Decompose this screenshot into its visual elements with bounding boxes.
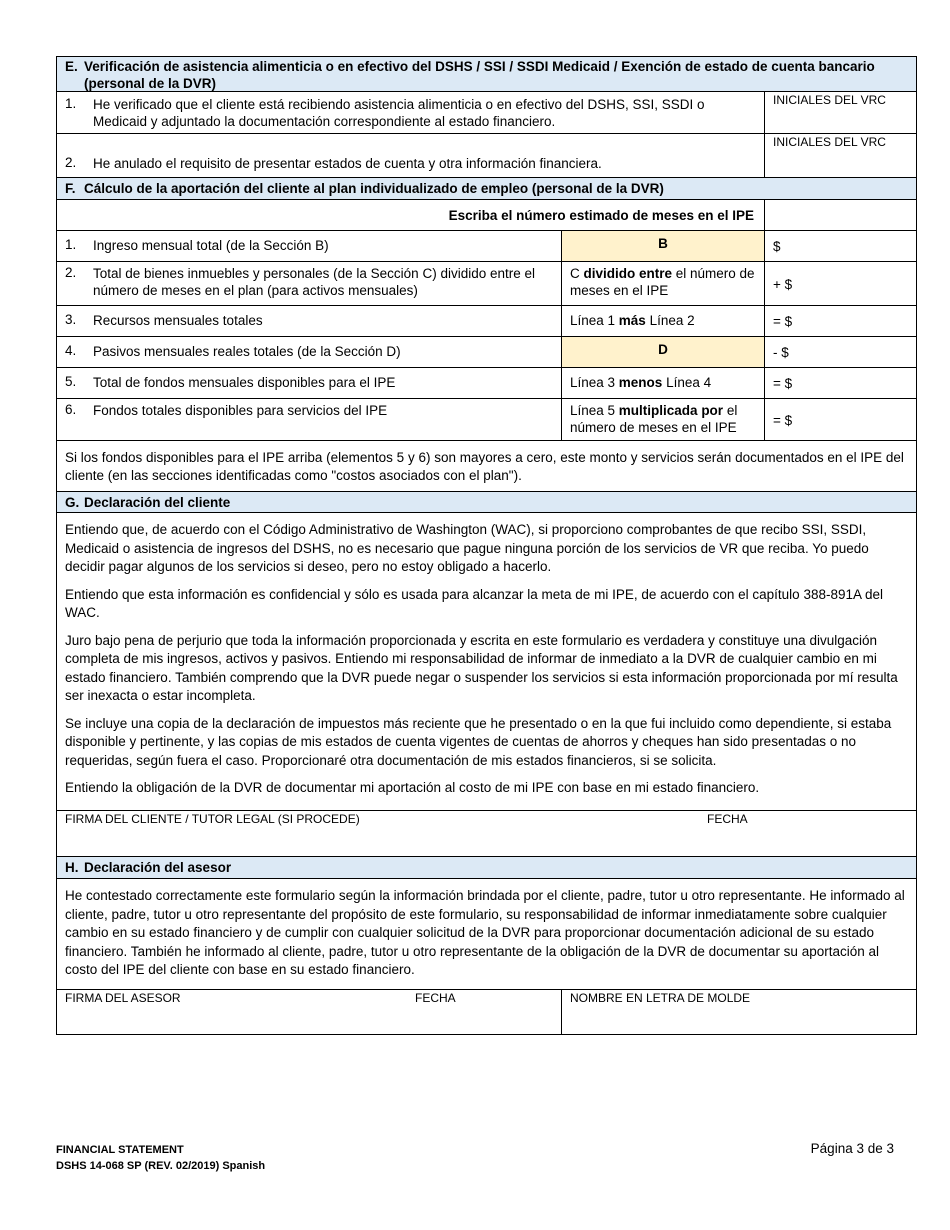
counselor-signature-row xyxy=(56,990,917,1035)
client-declaration-paragraph: Se incluye una copia de la declaración de impuestos más reciente que he presentado o en la que fui incluido como dependiente, si estaba disponible y pertinente, y las copias de mis estados de cuenta vigentes de cuentas de ahorros y cheques han sido presentadas o no requeridas, según fuera el caso. Proporcionaré otra documentación de mis estados financieros, si se solicita. xyxy=(65,715,892,768)
section-e-item-2-text: He anulado el requisito de presentar estados de cuenta y otra información financiera. xyxy=(93,156,602,171)
section-f-letter: F. xyxy=(65,181,76,196)
calculation-row xyxy=(56,399,917,441)
client-declaration-paragraph: Entiendo que esta información es confidencial y sólo es usada para alcanzar la meta de mi IPE, de acuerdo con el capítulo 388-891A del WAC. xyxy=(65,586,884,620)
instruction-operator: multiplicada por xyxy=(618,403,724,418)
instruction-part: Línea 4 xyxy=(662,375,712,390)
section-h-header xyxy=(56,857,917,879)
amount-prefix: = $ xyxy=(773,376,793,391)
client-signature-row xyxy=(56,811,917,857)
section-e-letter: E. xyxy=(65,59,78,74)
item-number: 4. xyxy=(65,343,77,358)
amount-prefix: - $ xyxy=(773,345,789,360)
vrc-initials-field-2[interactable] xyxy=(765,134,917,177)
calculation-row xyxy=(56,262,917,306)
section-e-header xyxy=(56,56,917,92)
section-h-letter: H. xyxy=(65,860,79,875)
vrc-initials-field-1[interactable] xyxy=(765,92,917,133)
client-declaration-paragraph: Entiendo que, de acuerdo con el Código Administrativo de Washington (WAC), si proporciono comprobantes de que recibo SSI, SSDI, Medicaid o asistencia de ingresos del DSHS, no es necesario que pague ninguna porción de los servicios de VR que reciba. Yo puedo decidir pagar algunos de los servicios si deseo, pero no estoy obligado a hacerlo. xyxy=(65,522,869,574)
item-number: 2. xyxy=(65,265,77,280)
amount-field[interactable] xyxy=(765,368,917,398)
calculation-rows xyxy=(56,231,917,441)
calculation-instruction xyxy=(562,306,764,336)
calculation-row xyxy=(56,337,917,368)
item-number: 3. xyxy=(65,312,77,327)
instruction-operator: D xyxy=(658,342,668,357)
calculation-instruction xyxy=(562,399,764,440)
calculation-instruction-text xyxy=(570,402,756,436)
calculation-instruction xyxy=(562,231,764,261)
amount-field[interactable] xyxy=(765,337,917,367)
section-f-note-text: Si los fondos disponibles para el IPE arriba (elementos 5 y 6) son mayores a cero, este monto y servicios serán documentados en el IPE del cliente (en las secciones identificadas como "costos asociados con el plan"). xyxy=(65,450,904,483)
vrc-initials-label: INICIALES DEL VRC xyxy=(773,93,886,107)
instruction-part: Línea 3 xyxy=(570,375,619,390)
calculation-description: Total de bienes inmuebles y personales (de la Sección C) dividido entre el número de meses en el plan (para activos mensuales) xyxy=(93,266,535,298)
client-signature-label: FIRMA DEL CLIENTE / TUTOR LEGAL (SI PROCEDE) xyxy=(65,812,360,826)
section-e-item-2 xyxy=(56,134,917,178)
calculation-instruction-text xyxy=(570,374,756,391)
vrc-initials-label: INICIALES DEL VRC xyxy=(773,135,886,149)
calculation-description: Pasivos mensuales reales totales (de la Sección D) xyxy=(93,344,401,359)
item-number: 1. xyxy=(65,237,77,252)
section-g-body xyxy=(56,513,917,811)
section-f-header xyxy=(56,178,917,200)
counselor-signature-field[interactable] xyxy=(57,990,407,1034)
ipe-months-label: Escriba el número estimado de meses en el IPE xyxy=(448,208,754,223)
calculation-instruction-text xyxy=(562,341,764,358)
instruction-part: el número de meses en el IPE xyxy=(570,403,738,435)
print-name-label: NOMBRE EN LETRA DE MOLDE xyxy=(570,991,751,1005)
calculation-description: Total de fondos mensuales disponibles para el IPE xyxy=(93,375,396,390)
calculation-instruction-text xyxy=(570,312,756,329)
instruction-operator: más xyxy=(618,313,646,328)
client-declaration-paragraph: Juro bajo pena de perjurio que toda la información proporcionada y escrita en este formulario es verdadera y constituye una divulgación completa de mis ingresos, activos y pasivos. Entiendo mi responsabilidad de informar de inmediato a la DVR de cualquier cambio en mi estado financiero. También comprendo que la DVR puede negar o suspender los servicios si esta información proporcionada por mí resulta ser inexacta o estar incompleta. xyxy=(65,632,898,703)
calculation-description: Fondos totales disponibles para servicios del IPE xyxy=(93,403,388,418)
amount-field[interactable] xyxy=(765,262,917,305)
ipe-months-field[interactable] xyxy=(765,200,917,230)
instruction-part: C xyxy=(570,266,584,281)
counselor-declaration-text: He contestado correctamente este formulario según la información brindada por el cliente, padre, tutor u otro representante. He informado al cliente, padre, tutor u otro representante del propósito de este formulario, su responsabilidad de informar inmediatamente sobre cualquier cambio en su estado financiero y de cumplir con cualquier solicitud de la DVR para proporcionar documentación adicional de su estado financiero. También he informado al cliente, padre, tutor u otro representante de la obligación de la DVR de documentar su aportación al costo del IPE del cliente con base en su estado financiero. xyxy=(65,888,905,977)
instruction-operator: B xyxy=(658,236,668,251)
section-e-item-1 xyxy=(56,92,917,134)
item-number: 5. xyxy=(65,374,77,389)
section-e-title: Verificación de asistencia alimenticia o en efectivo del DSHS / SSI / SSDI Medicaid / Exención de estado de cuenta bancario (personal de la DVR) xyxy=(84,59,875,91)
financial-statement-form xyxy=(56,56,917,1035)
calculation-instruction-text xyxy=(570,265,756,299)
client-declaration-paragraph: Entiendo la obligación de la DVR de documentar mi aportación al costo de mi IPE con base en mi estado financiero. xyxy=(65,780,760,795)
counselor-date-label: FECHA xyxy=(415,991,456,1005)
client-signature-field[interactable] xyxy=(57,811,697,856)
instruction-operator: dividido entre xyxy=(583,266,673,281)
amount-prefix: $ xyxy=(773,239,781,254)
calculation-instruction xyxy=(562,262,764,305)
form-id: DSHS 14-068 SP (REV. 02/2019) Spanish xyxy=(56,1160,266,1172)
instruction-operator: menos xyxy=(618,375,663,390)
page-number: Página 3 de 3 xyxy=(810,1141,894,1156)
amount-field[interactable] xyxy=(765,231,917,261)
section-f-note xyxy=(56,441,917,492)
calculation-instruction xyxy=(562,368,764,398)
counselor-print-name-field[interactable] xyxy=(562,990,917,1034)
instruction-part: Línea 2 xyxy=(645,313,695,328)
calculation-description: Ingreso mensual total (de la Sección B) xyxy=(93,238,329,253)
calculation-row xyxy=(56,368,917,399)
instruction-part: Línea 5 xyxy=(570,403,619,418)
calculation-instruction xyxy=(562,337,764,367)
section-h-body xyxy=(56,879,917,990)
item-number: 2. xyxy=(65,155,77,170)
amount-prefix: = $ xyxy=(773,314,793,329)
section-e-item-1-text: He verificado que el cliente está recibiendo asistencia alimenticia o en efectivo del DSHS, SSI, SSDI o Medicaid y adjuntado la documentación correspondiente al estado financiero. xyxy=(93,97,705,129)
instruction-part: el número de meses en el IPE xyxy=(570,266,755,298)
amount-field[interactable] xyxy=(765,306,917,336)
client-date-field[interactable] xyxy=(707,811,917,856)
section-h-title: Declaración del asesor xyxy=(84,860,232,875)
amount-prefix: = $ xyxy=(773,413,793,428)
calculation-row xyxy=(56,231,917,262)
instruction-part: Línea 1 xyxy=(570,313,619,328)
section-f-title: Cálculo de la aportación del cliente al plan individualizado de empleo (personal de la DVR) xyxy=(84,181,664,196)
item-number: 1. xyxy=(65,96,77,111)
item-number: 6. xyxy=(65,402,77,417)
calculation-description: Recursos mensuales totales xyxy=(93,313,263,328)
amount-prefix: + $ xyxy=(773,277,793,292)
ipe-months-row xyxy=(56,200,917,231)
calculation-row xyxy=(56,306,917,337)
counselor-signature-label: FIRMA DEL ASESOR xyxy=(65,991,181,1005)
calculation-instruction-text xyxy=(562,235,764,252)
amount-field[interactable] xyxy=(765,399,917,440)
form-title: FINANCIAL STATEMENT xyxy=(56,1144,184,1156)
counselor-date-field[interactable] xyxy=(415,990,560,1034)
section-g-title: Declaración del cliente xyxy=(84,495,231,510)
client-date-label: FECHA xyxy=(707,812,748,826)
section-g-header xyxy=(56,492,917,513)
section-g-letter: G. xyxy=(65,495,80,510)
client-declaration-paragraphs xyxy=(65,521,910,798)
